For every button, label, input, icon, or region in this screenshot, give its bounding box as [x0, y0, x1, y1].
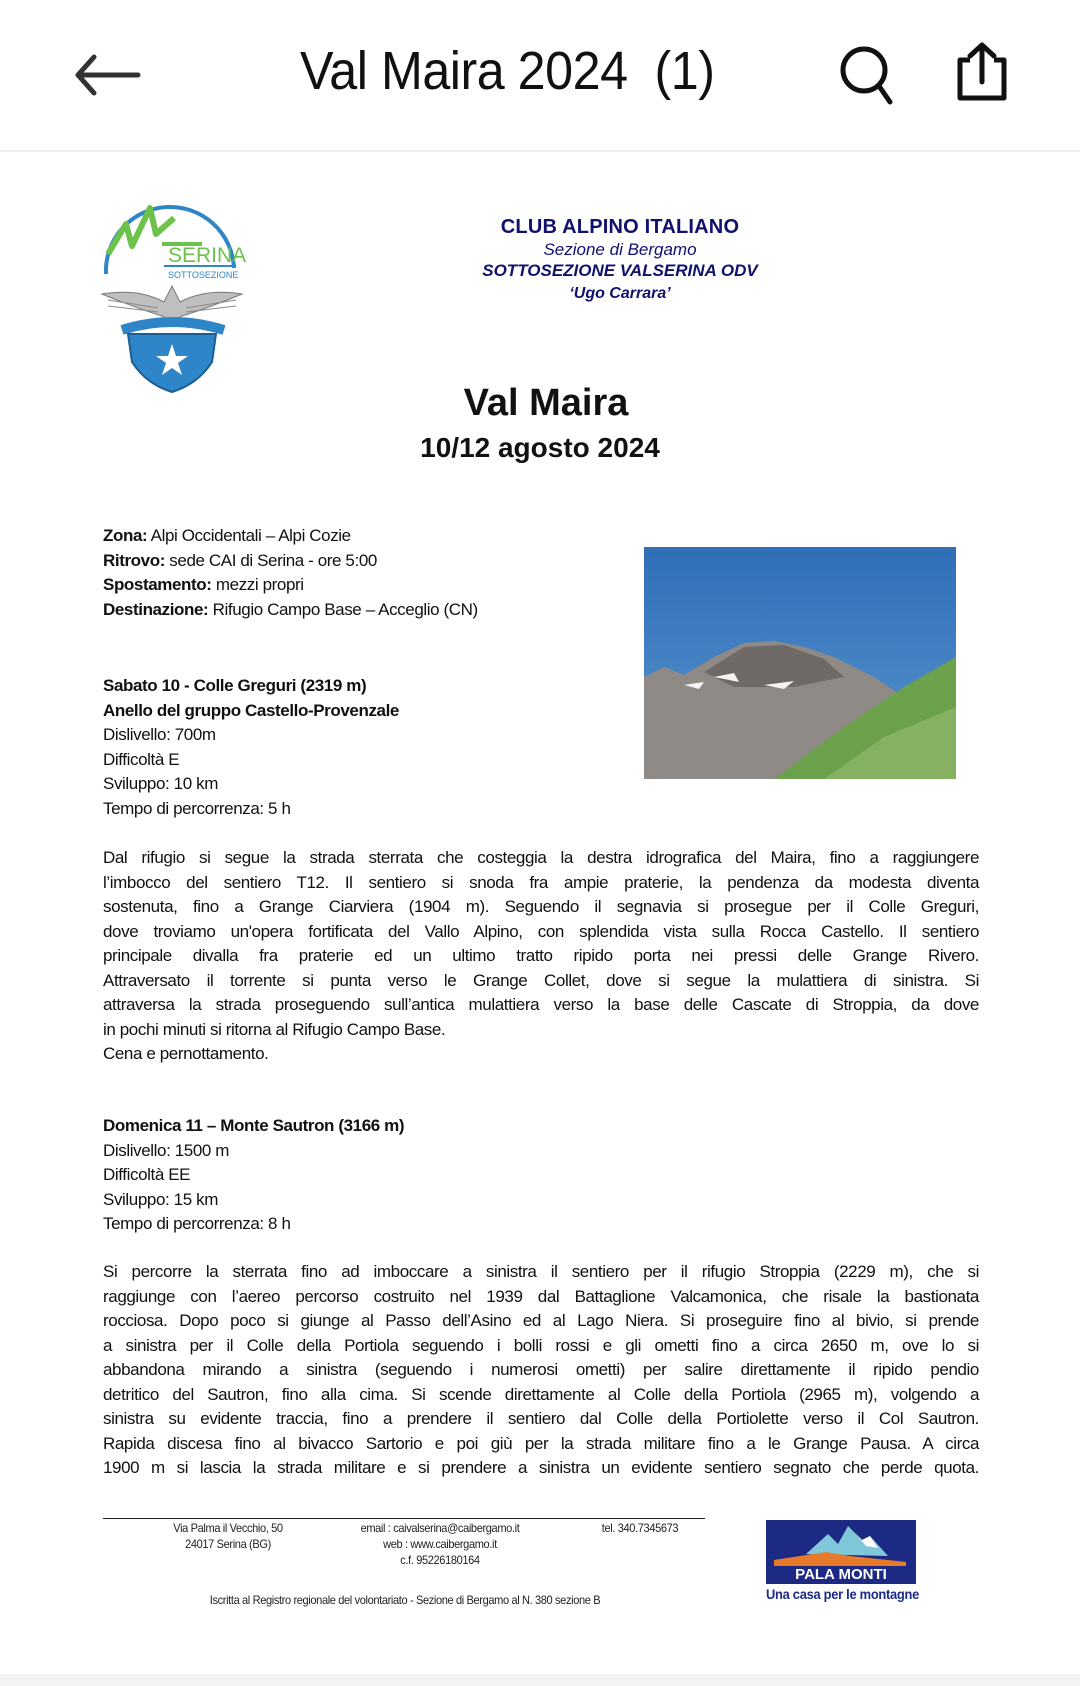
- share-button[interactable]: [956, 42, 1008, 102]
- palamonti-tagline: Una casa per le montagne: [765, 1586, 920, 1602]
- cai-valserina-logo: [98, 184, 246, 394]
- day2-summary: [103, 1114, 623, 1237]
- paragraph-line: sinistra su evidente traccia, fino a prendere il sentiero dal Colle della Portiolette verso il Col Sautron.: [103, 1409, 979, 1428]
- paragraph-line: detritico del Sautron, fino alla cima. Si scende direttamente al Colle della Portiola (2965 m), volgendo a: [103, 1384, 979, 1404]
- paragraph-line: sostenuta, fino a Grange Ciarviera (1904 m). Seguendo il segnavia si prosegue per il Colle Greguri,: [103, 897, 979, 916]
- back-button[interactable]: [72, 52, 144, 98]
- event-title-text: Val Maira: [463, 382, 629, 424]
- paragraph-line: attraversa la strada proseguendo sull’antica mulattiera verso la base delle Cascate di Stroppia, da dove: [103, 995, 979, 1014]
- app-toolbar: [0, 0, 1080, 152]
- bottom-bar: [0, 1674, 1080, 1686]
- logo-serina-text: SERINA: [168, 244, 246, 267]
- paragraph-line: Rapida discesa fino al bivacco Sartorio e poi giù per la strada militare fino a le Grange Pausa. A circa: [103, 1433, 979, 1453]
- day1-heading: Sabato 10 - Colle Greguri (2319 m): [103, 676, 367, 695]
- paragraph-line: rocciosa. Dopo poco si giunge al Passo dell’Asino ed al Lago Niera. Si proseguire fino al bivio, si prende: [103, 1311, 979, 1330]
- search-icon: [838, 44, 898, 106]
- info-spostamento: Spostamento: mezzi propri: [103, 575, 304, 594]
- search-button[interactable]: [838, 44, 898, 106]
- paragraph-line: l’imbocco del sentiero T12. Il sentiero si snoda fra ampie praterie, la pendenza da modesta diventa: [103, 872, 979, 892]
- event-title: [0, 382, 1080, 425]
- day2-tempo: Tempo di percorrenza: 8 h: [103, 1214, 291, 1233]
- org-dedication: ‘Ugo Carrara’: [569, 285, 671, 302]
- event-dates: [0, 432, 1080, 464]
- org-section: Sezione di Bergamo: [543, 240, 697, 259]
- day2-sviluppo: Sviluppo: 15 km: [103, 1189, 218, 1209]
- day1-summary: [103, 674, 623, 821]
- day1-subheading: Anello del gruppo Castello-Provenzale: [103, 700, 399, 720]
- day2-difficolta: Difficoltà EE: [103, 1165, 191, 1184]
- day1-dislivello: Dislivello: 700m: [103, 725, 216, 744]
- info-ritrovo: Ritrovo: sede CAI di Serina - ore 5:00: [103, 550, 377, 570]
- footer-contacts: [339, 1520, 541, 1568]
- day2-dislivello: Dislivello: 1500 m: [103, 1140, 230, 1160]
- day1-tempo: Tempo di percorrenza: 5 h: [103, 798, 291, 818]
- footer-email[interactable]: email : caivalserina@caibergamo.it: [360, 1521, 520, 1535]
- paragraph-line: Si percorre la sterrata fino ad imboccare a sinistra il sentiero per il rifugio Stroppia (2229 m), che si: [103, 1262, 979, 1281]
- logo-sottosezione-text: SOTTOSEZIONE: [168, 270, 239, 280]
- footer-address-line2: 24017 Serina (BG): [185, 1537, 271, 1551]
- share-icon: [956, 42, 1008, 102]
- eagle-icon: [102, 286, 242, 322]
- day1-sviluppo: Sviluppo: 10 km: [103, 774, 218, 793]
- footer-phone: tel. 340.7345673: [601, 1521, 679, 1535]
- document-title: Val Maira 2024 (1): [300, 41, 715, 101]
- event-dates-text: 10/12 agosto 2024: [420, 432, 660, 463]
- day1-description: [103, 846, 979, 1067]
- paragraph-line: abbandona mirando a sinistra (seguendo i numerosi ometti) per salire direttamente il ripido pendio: [103, 1360, 979, 1379]
- paragraph-line: 1900 m si lascia la strada militare e si prendere a sinistra un evidente sentiero segnato che perde quota.: [103, 1458, 979, 1477]
- day2-description: [103, 1260, 979, 1481]
- org-name: CLUB ALPINO ITALIANO: [500, 216, 740, 238]
- day2-heading: Domenica 11 – Monte Sautron (3166 m): [103, 1116, 405, 1135]
- info-zona: Zona: Alpi Occidentali – Alpi Cozie: [103, 526, 351, 545]
- paragraph-line: in pochi minuti si ritorna al Rifugio Campo Base.: [103, 1019, 446, 1039]
- day1-difficolta: Difficoltà E: [103, 749, 180, 769]
- footer-divider: [103, 1518, 705, 1519]
- paragraph-line: a sinistra per il Colle della Portiola seguendo i bolli rossi e gli ometti fino a circa 2650 m, ove lo si: [103, 1335, 979, 1355]
- paragraph-line: dove troviamo un'opera fortificata del Vallo Alpino, con splendida vista sulla Rocca Castello. Il sentiero: [103, 921, 979, 941]
- info-destinazione: Destinazione: Rifugio Campo Base – Acceglio (CN): [103, 599, 478, 619]
- footer-address-line1: Via Palma il Vecchio, 50: [173, 1521, 283, 1535]
- arrow-left-icon: [72, 52, 144, 98]
- mountain-photo: [644, 547, 956, 779]
- paragraph-line: raggiunge con l’aereo percorso costruito nel 1939 dal Battaglione Valcamonica, che risale la bastionata: [103, 1286, 979, 1306]
- paragraph-line: Cena e pernottamento.: [103, 1044, 269, 1063]
- org-subsection: SOTTOSEZIONE VALSERINA ODV: [482, 261, 758, 280]
- palamonti-logo-text: PALA MONTI: [795, 1566, 887, 1583]
- footer-fiscal-code: c.f. 95226180164: [400, 1553, 480, 1567]
- paragraph-line: principale divalla fra praterie ed un ultimo tratto ripido porta nei pressi delle Grange Rivero.: [103, 946, 979, 965]
- paragraph-line: Attraversato il torrente si punta verso le Grange Collet, dove si segue la mulattiera di sinistra. Si: [103, 970, 979, 990]
- paragraph-line: Dal rifugio si segue la strada sterrata che costeggia la destra idrografica del Maira, fino a raggiungere: [103, 848, 979, 867]
- event-info: [103, 524, 663, 622]
- footer-address: [136, 1520, 320, 1552]
- footer-web[interactable]: web : www.caibergamo.it: [383, 1537, 497, 1551]
- footer-registry: Iscritta al Registro regionale del volontariato - Sezione di Bergamo al N. 380 sezione B: [209, 1593, 601, 1607]
- org-header: [440, 216, 800, 303]
- palamonti-logo: [766, 1520, 916, 1584]
